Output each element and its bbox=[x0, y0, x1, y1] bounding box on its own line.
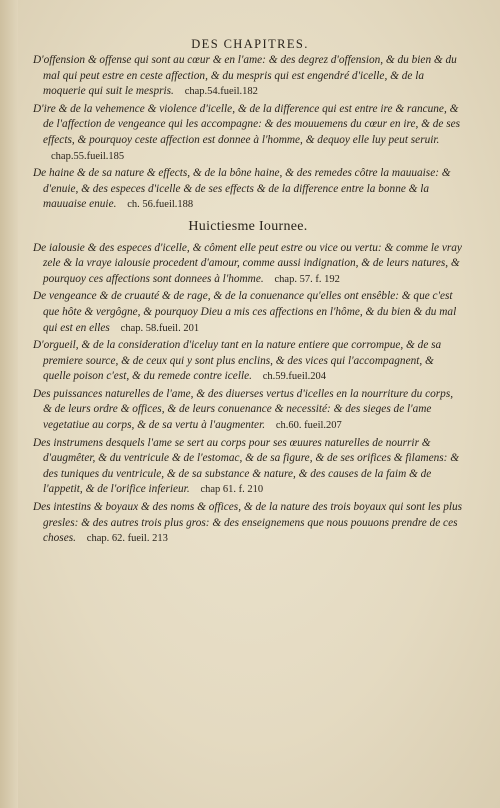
entry-reference: ch. 56.fueil.188 bbox=[127, 199, 194, 211]
entry-text: Des instrumens desquels l'ame se sert au corps pour ses œuures naturelles de nourrir & d'augmêter, & du ventricule & de l'estomac, & de sa figure, & de ses orifices & filamens: & des tuniques du ventricule, & de sa substance & nature, & des causes de la faim & de l'appetit, & de l'orifice inferieur. bbox=[33, 436, 460, 496]
page-gutter bbox=[0, 0, 18, 808]
section-title: Huictiesme Iournee. bbox=[188, 218, 308, 234]
entry-reference: chap.55.fueil.185 bbox=[51, 150, 125, 162]
entry-reference: chap. 62. fueil. 213 bbox=[86, 533, 168, 545]
entry-reference: chap.54.fueil.182 bbox=[184, 86, 258, 98]
entry-text: De haine & de sa nature & effects, & de la bône haine, & des remedes côtre la mauuaise: & d'enuie, & des especes d'icelle & de ses effects & de la difference entre la bonne & la mauuaise enuie. bbox=[33, 167, 451, 211]
entry-text: D'ire & de la vehemence & violence d'icelle, & de la difference qui est entre ire & rancune, & de l'affection de vengeance qui les accompagne: & des mouuemens du cœur en ire, & de ses effects, & pourquoy ceste affection est donnee à l'homme, & dequoy elle luy peut seruir. bbox=[33, 102, 461, 146]
entry-reference: chap. 58.fueil. 201 bbox=[120, 322, 200, 334]
toc-entry bbox=[33, 166, 463, 213]
entry-text: Des intestins & boyaux & des noms & offices, & de la nature des trois boyaux qui sont les plus gresles: & des autres trois plus gros: & des enseignemens que nous pouuons prendre de ces choses. bbox=[33, 501, 463, 545]
entry-text: D'orgueil, & de la consideration d'iceluy tant en la nature entiere que corrompue, & de sa premiere source, & de ceux qui y sont plus enclins, & des vices qui l'accompagnent, & quelle poison c'est, & du remede contre icelle. bbox=[33, 339, 442, 383]
entry-reference: ch.60. fueil.207 bbox=[275, 420, 342, 432]
toc-entry bbox=[33, 289, 463, 336]
entry-reference: ch.59.fueil.204 bbox=[262, 371, 327, 383]
entry-text: Des puissances naturelles de l'ame, & des diuerses vertus d'icelles en la nourriture du corps, & de leurs ordre & offices, & de leurs conuenance & necessité: & des sieges de l'ame vegetatiue au corps, & de sa vertu à l'augmenter. bbox=[33, 387, 454, 432]
entry-text: De ialousie & des especes d'icelle, & côment elle peut estre ou vice ou vertu: & comme le vray zele & la vraye ialousie procedent d'amour, comme aussi indignation, & de leurs natures, & pourquoy ces affections sont donnees à l'homme. bbox=[33, 241, 462, 285]
toc-entry bbox=[33, 436, 463, 498]
entry-text: De vengeance & de cruauté & de rage, & de la conuenance qu'elles ont ensêble: & que c'est que hôte & vergôgne, & pourquoy Dieu a mis ces affections en l'hôme, & du bien & du mal qui est en elles bbox=[33, 290, 457, 334]
toc-entry bbox=[33, 241, 463, 288]
toc-entry bbox=[33, 500, 463, 547]
toc-entry bbox=[33, 338, 463, 385]
entry-reference: chap. 57. f. 192 bbox=[274, 273, 340, 285]
running-header: DES CHAPITRES. bbox=[191, 37, 309, 51]
toc-entry bbox=[33, 102, 463, 164]
table-of-contents bbox=[33, 53, 463, 549]
entry-reference: chap 61. f. 210 bbox=[200, 484, 264, 496]
toc-entry bbox=[33, 53, 463, 100]
toc-entry bbox=[33, 387, 463, 434]
entry-text: D'offension & offense qui sont au cœur & en l'ame: & des degrez d'offension, & du bien & du mal qui peut estre en ceste affection, & du mespris qui est engendré d'icelle, & de la moquerie qui suit le mespris. bbox=[33, 54, 457, 98]
